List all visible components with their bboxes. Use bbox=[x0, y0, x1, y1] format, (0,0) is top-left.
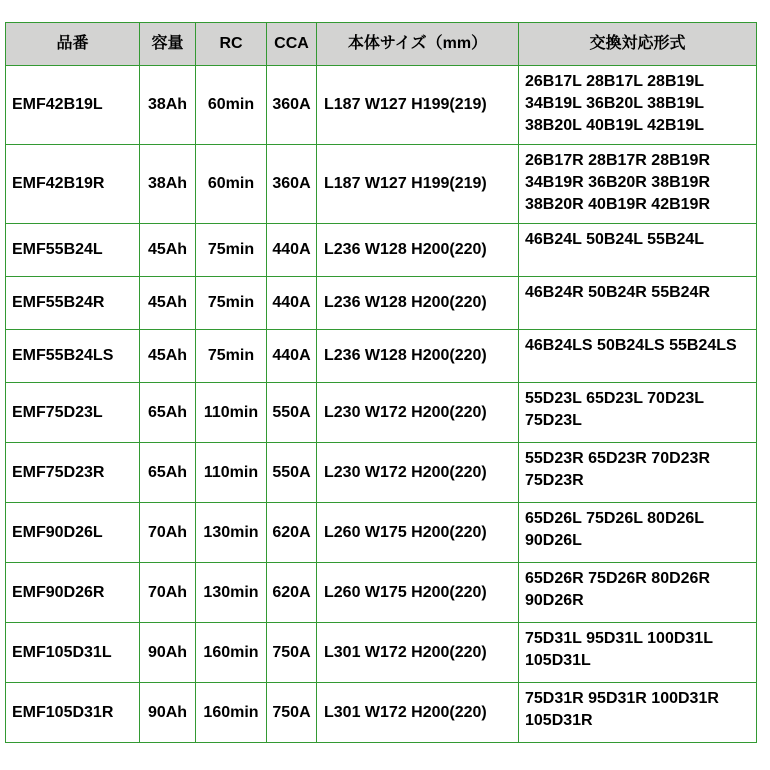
cell-cca: 440A bbox=[267, 224, 317, 277]
cell-part: EMF105D31L bbox=[6, 623, 140, 683]
cell-size: L187 W127 H199(219) bbox=[317, 145, 519, 224]
cell-part: EMF105D31R bbox=[6, 683, 140, 743]
cell-compat: 46B24LS 50B24LS 55B24LS bbox=[519, 330, 757, 383]
cell-rc: 110min bbox=[196, 383, 267, 443]
cell-cca: 620A bbox=[267, 503, 317, 563]
cell-rc: 75min bbox=[196, 224, 267, 277]
cell-capacity: 38Ah bbox=[140, 145, 196, 224]
cell-size: L236 W128 H200(220) bbox=[317, 224, 519, 277]
table-body bbox=[6, 66, 757, 743]
cell-part: EMF42B19R bbox=[6, 145, 140, 224]
cell-compat: 75D31R 95D31R 100D31R 105D31R bbox=[519, 683, 757, 743]
table-row bbox=[6, 277, 757, 330]
cell-compat: 26B17L 28B17L 28B19L 34B19L 36B20L 38B19L 38B20L 40B19L 42B19L bbox=[519, 66, 757, 145]
table-row bbox=[6, 224, 757, 277]
cell-size: L301 W172 H200(220) bbox=[317, 683, 519, 743]
cell-size: L236 W128 H200(220) bbox=[317, 277, 519, 330]
cell-cca: 360A bbox=[267, 66, 317, 145]
table-row bbox=[6, 623, 757, 683]
table-row bbox=[6, 330, 757, 383]
header-row bbox=[6, 23, 757, 66]
cell-part: EMF90D26L bbox=[6, 503, 140, 563]
cell-rc: 130min bbox=[196, 503, 267, 563]
cell-compat: 46B24R 50B24R 55B24R bbox=[519, 277, 757, 330]
table-row bbox=[6, 383, 757, 443]
cell-part: EMF42B19L bbox=[6, 66, 140, 145]
cell-rc: 110min bbox=[196, 443, 267, 503]
cell-cca: 440A bbox=[267, 277, 317, 330]
cell-size: L260 W175 H200(220) bbox=[317, 503, 519, 563]
cell-size: L260 W175 H200(220) bbox=[317, 563, 519, 623]
cell-capacity: 45Ah bbox=[140, 224, 196, 277]
cell-rc: 75min bbox=[196, 330, 267, 383]
cell-cca: 440A bbox=[267, 330, 317, 383]
cell-part: EMF55B24LS bbox=[6, 330, 140, 383]
header-body-size: 本体サイズ（mm） bbox=[317, 23, 519, 66]
cell-capacity: 90Ah bbox=[140, 683, 196, 743]
cell-rc: 75min bbox=[196, 277, 267, 330]
cell-compat: 46B24L 50B24L 55B24L bbox=[519, 224, 757, 277]
cell-compat: 65D26R 75D26R 80D26R 90D26R bbox=[519, 563, 757, 623]
cell-capacity: 45Ah bbox=[140, 330, 196, 383]
cell-rc: 60min bbox=[196, 145, 267, 224]
cell-size: L301 W172 H200(220) bbox=[317, 623, 519, 683]
header-rc: RC bbox=[196, 23, 267, 66]
table-row bbox=[6, 443, 757, 503]
cell-part: EMF75D23L bbox=[6, 383, 140, 443]
cell-size: L187 W127 H199(219) bbox=[317, 66, 519, 145]
cell-part: EMF55B24L bbox=[6, 224, 140, 277]
table-header bbox=[6, 23, 757, 66]
cell-cca: 360A bbox=[267, 145, 317, 224]
cell-rc: 60min bbox=[196, 66, 267, 145]
cell-rc: 160min bbox=[196, 623, 267, 683]
cell-compat: 26B17R 28B17R 28B19R 34B19R 36B20R 38B19R 38B20R 40B19R 42B19R bbox=[519, 145, 757, 224]
cell-compat: 75D31L 95D31L 100D31L 105D31L bbox=[519, 623, 757, 683]
cell-capacity: 65Ah bbox=[140, 443, 196, 503]
battery-spec-table bbox=[5, 22, 757, 743]
cell-compat: 55D23L 65D23L 70D23L 75D23L bbox=[519, 383, 757, 443]
cell-cca: 750A bbox=[267, 623, 317, 683]
table-row bbox=[6, 66, 757, 145]
cell-capacity: 70Ah bbox=[140, 503, 196, 563]
cell-size: L236 W128 H200(220) bbox=[317, 330, 519, 383]
cell-capacity: 90Ah bbox=[140, 623, 196, 683]
header-cca: CCA bbox=[267, 23, 317, 66]
table-row bbox=[6, 683, 757, 743]
header-part-number: 品番 bbox=[6, 23, 140, 66]
cell-rc: 160min bbox=[196, 683, 267, 743]
cell-cca: 550A bbox=[267, 443, 317, 503]
cell-rc: 130min bbox=[196, 563, 267, 623]
cell-part: EMF55B24R bbox=[6, 277, 140, 330]
table-row bbox=[6, 503, 757, 563]
cell-capacity: 45Ah bbox=[140, 277, 196, 330]
cell-compat: 65D26L 75D26L 80D26L 90D26L bbox=[519, 503, 757, 563]
cell-capacity: 65Ah bbox=[140, 383, 196, 443]
header-capacity: 容量 bbox=[140, 23, 196, 66]
cell-part: EMF75D23R bbox=[6, 443, 140, 503]
cell-compat: 55D23R 65D23R 70D23R 75D23R bbox=[519, 443, 757, 503]
table-row bbox=[6, 145, 757, 224]
cell-capacity: 70Ah bbox=[140, 563, 196, 623]
cell-capacity: 38Ah bbox=[140, 66, 196, 145]
cell-cca: 750A bbox=[267, 683, 317, 743]
cell-size: L230 W172 H200(220) bbox=[317, 443, 519, 503]
cell-cca: 550A bbox=[267, 383, 317, 443]
cell-part: EMF90D26R bbox=[6, 563, 140, 623]
table-row bbox=[6, 563, 757, 623]
cell-cca: 620A bbox=[267, 563, 317, 623]
header-compatible-types: 交換対応形式 bbox=[519, 23, 757, 66]
cell-size: L230 W172 H200(220) bbox=[317, 383, 519, 443]
